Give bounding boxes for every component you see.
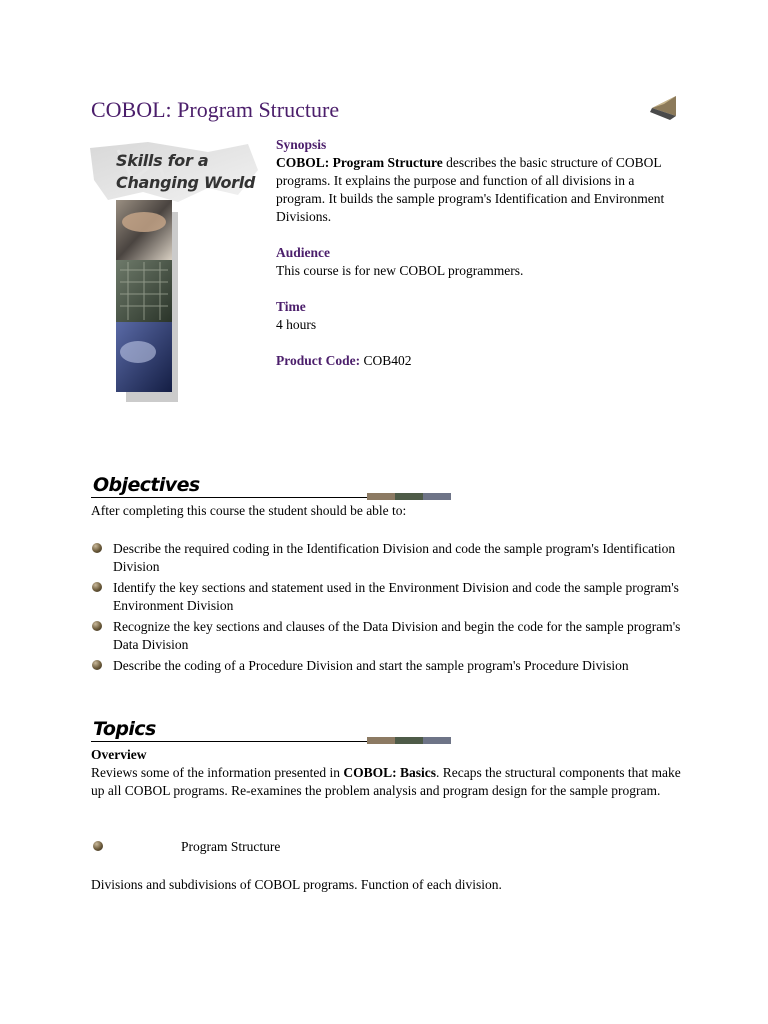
bullet-icon [93, 841, 103, 851]
page-title: COBOL: Program Structure [91, 97, 340, 122]
topic-item-label: Program Structure [181, 839, 281, 854]
product-code [276, 352, 666, 370]
time-heading: Time [276, 299, 306, 314]
bullet-icon [92, 621, 102, 631]
synopsis-heading: Synopsis [276, 137, 327, 152]
topics-heading: Topics [91, 720, 451, 744]
list-item: Describe the required coding in the Identification Division and code the sample program's Identification Division [91, 540, 681, 576]
bullet-icon [92, 582, 102, 592]
bullet-icon [92, 543, 102, 553]
bullet-icon [92, 660, 102, 670]
back-arrow-icon[interactable] [648, 94, 678, 124]
list-item: Describe the coding of a Procedure Division and start the sample program's Procedure Division [91, 657, 681, 675]
audience-text: This course is for new COBOL programmers. [276, 263, 524, 278]
time-section [276, 298, 666, 334]
product-code-label: Product Code: [276, 353, 361, 368]
list-item: Recognize the key sections and clauses of the Data Division and begin the code for the sample program's Data Division [91, 618, 681, 654]
list-item: Identify the key sections and statement used in the Environment Division and code the sample program's Environment Division [91, 579, 681, 615]
audience-heading: Audience [276, 245, 330, 260]
topic-description: Divisions and subdivisions of COBOL programs. Function of each division. [91, 877, 502, 892]
overview-heading: Overview [91, 747, 147, 762]
audience-section [276, 244, 666, 280]
course-info [276, 136, 666, 388]
objectives-intro: After completing this course the student should be able to: [91, 503, 407, 518]
synopsis-text: COBOL: Program Structure describes the basic structure of COBOL programs. It explains the purpose and function of all divisions in a program. It builds the sample program's Identification and Environment Divisions. [276, 155, 665, 224]
objectives-list [91, 540, 681, 678]
objectives-heading: Objectives [91, 476, 451, 500]
topics-overview [91, 746, 691, 800]
time-text: 4 hours [276, 317, 317, 332]
overview-text: Reviews some of the information presented in COBOL: Basics. Recaps the structural components that make up all COBOL programs. Re-examines the problem analysis and program design for the sample program. [91, 765, 681, 798]
synopsis-section [276, 136, 666, 226]
banner-tagline: Skills for a Changing World [116, 151, 256, 192]
product-code-value: COB402 [360, 353, 412, 368]
